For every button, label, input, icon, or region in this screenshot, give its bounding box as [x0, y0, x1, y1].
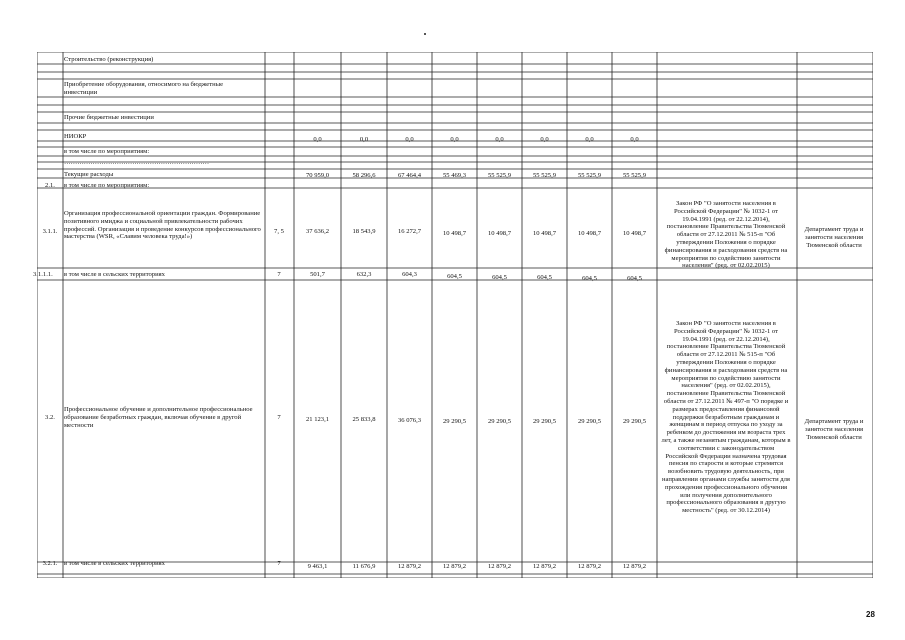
row-311-value: 16 272,7 [397, 228, 422, 235]
row-311-description: Организация профессиональной ориентации граждан. Формирование позитивного имиджа и социальной привлекательности рабочих профессий. Организация и проведение конкурсов профессионального мастерства (WSR, «Славим человека труда!») [64, 210, 261, 241]
row-321-code: 7 [277, 560, 281, 567]
niokr-value: 0,0 [585, 136, 594, 143]
row-3111-value: 604,5 [537, 274, 552, 281]
row-311-code: 7, 5 [274, 228, 284, 235]
row-3111-value: 604,5 [492, 274, 507, 281]
row-3111-description: в том числе в сельских территориях [64, 271, 165, 278]
row-311-legal-basis: Закон РФ "О занятости населения в Российской Федерации" № 1032-1 от 19.04.1991 (ред. от 22.12.2014), постановление Правительства Тюменской области от 27.12.2011 № 515-п "Об утверждении Положения о порядке финансирования и расходования средств на мероприятия по содействию занятости населения" (ред. от 02.02.2015) [664, 200, 788, 270]
row-32-value: 36 076,3 [397, 417, 422, 424]
row-321-value: 12 879,2 [577, 563, 602, 570]
row-3111-value: 604,5 [447, 273, 462, 280]
current-value: 55 525,9 [622, 172, 647, 179]
current-value: 70 959,0 [305, 172, 330, 179]
current-expenses-label: Текущие расходы [64, 171, 114, 178]
niokr-dots: ………………………………………………………… [64, 159, 210, 166]
row-321-number: 3.2.1. [42, 560, 58, 567]
current-value: 55 525,9 [577, 172, 602, 179]
niokr-value: 0,0 [450, 136, 459, 143]
row-311-executor: Департамент труда и занятости населения Тюменской области [804, 226, 864, 249]
row-32-value: 29 290,5 [487, 418, 512, 425]
current-value: 55 525,9 [487, 172, 512, 179]
row-3111-value: 501,7 [310, 271, 325, 278]
row-321-value: 9 463,1 [307, 563, 328, 570]
row-321-value: 12 879,2 [397, 563, 422, 570]
row-32-legal-basis: Закон РФ "О занятости населения в Российской Федерации" № 1032-1 от 19.04.1991 (ред. от 22.12.2014), постановление Правительства Тюменской области от 27.12.2011 № 515-п "Об утверждении Положения о порядке финансирования и расходования средств на мероприятия по содействию занятости населения" (ред. от 02.02.2015), постановление Правительства Тюменской области от 27.12.2011 № 497-п "О порядке и размерах предоставления финансовой поддержки безработным гражданам и женщинам в период отпуска по уходу за ребенком до достижения им возраста трех лет, а также незанятым гражданам, которым в соответствии с законодательством Российской Федерации назначена трудовая пенсия по старости и которые стремятся возобновить трудовую деятельность, при направлении органами службы занятости для прохождения профессионального обучения или получения дополнительного профессионального образования в другую местность" (ред. от 30.12.2014) [661, 320, 791, 515]
row-311-value: 37 636,2 [305, 228, 330, 235]
row-321-value: 12 879,2 [487, 563, 512, 570]
construction-label: Строительство (реконструкция) [64, 56, 154, 63]
row-32-value: 29 290,5 [442, 418, 467, 425]
row-311-value: 10 498,7 [622, 230, 647, 237]
row-321-value: 12 879,2 [442, 563, 467, 570]
niokr-label: НИОКР [64, 133, 87, 140]
current-value: 55 469,3 [442, 172, 467, 179]
row-32-executor: Департамент труда и занятости населения Тюменской области [804, 418, 864, 441]
row-32-value: 25 833,8 [352, 416, 376, 423]
scan-speck [424, 33, 426, 35]
niokr-value: 0,0 [630, 136, 639, 143]
row-32-number: 3.2. [45, 414, 55, 421]
row-311-value: 18 543,9 [352, 228, 376, 235]
row-3111-value: 604,3 [402, 271, 417, 278]
row-311-value: 10 498,7 [532, 230, 557, 237]
row-32-value: 29 290,5 [577, 418, 602, 425]
row-321-value: 12 879,2 [622, 563, 647, 570]
row-321-description: в том числе в сельских территориях [64, 560, 165, 567]
page-number: 28 [866, 610, 875, 619]
niokr-incl-label: в том числе по мероприятиям: [64, 148, 150, 155]
budget-table [33, 52, 873, 578]
row-32-value: 29 290,5 [622, 418, 647, 425]
row-311-value: 10 498,7 [577, 230, 602, 237]
row-3111-value: 604,5 [582, 275, 597, 282]
row-311-number: 3.1.1. [42, 228, 58, 235]
row-311-value: 10 498,7 [442, 230, 467, 237]
row-3111-value: 632,3 [356, 271, 372, 278]
current-incl-num: 2.1. [45, 182, 55, 189]
current-value: 55 525,9 [532, 172, 557, 179]
niokr-value: 0,0 [313, 136, 322, 143]
current-value: 67 464,4 [397, 172, 422, 179]
row-311-value: 10 498,7 [487, 230, 512, 237]
current-value: 58 296,6 [352, 172, 376, 179]
row-3111-code: 7 [277, 271, 281, 278]
niokr-value: 0,0 [495, 136, 504, 143]
row-32-value: 21 123,1 [305, 416, 330, 423]
row-3111-number: 3.1.1.1. [33, 271, 53, 278]
row-321-value: 11 676,9 [352, 563, 376, 570]
row-32-description: Профессиональное обучение и дополнительное профессиональное образование безработных граждан, включая обучение в другой местности [64, 406, 253, 429]
equipment-label: Приобретение оборудования, относимого на бюджетные инвестиции [64, 81, 223, 96]
niokr-value: 0,0 [359, 136, 369, 143]
niokr-value: 0,0 [405, 136, 414, 143]
row-321-value: 12 879,2 [532, 563, 557, 570]
niokr-value: 0,0 [540, 136, 549, 143]
current-incl-label: в том числе по мероприятиям: [64, 182, 150, 189]
other-investments-label: Прочие бюджетные инвестиции [64, 114, 154, 121]
row-32-value: 29 290,5 [532, 418, 557, 425]
row-3111-value: 604,5 [627, 275, 642, 282]
row-32-code: 7 [277, 414, 281, 421]
